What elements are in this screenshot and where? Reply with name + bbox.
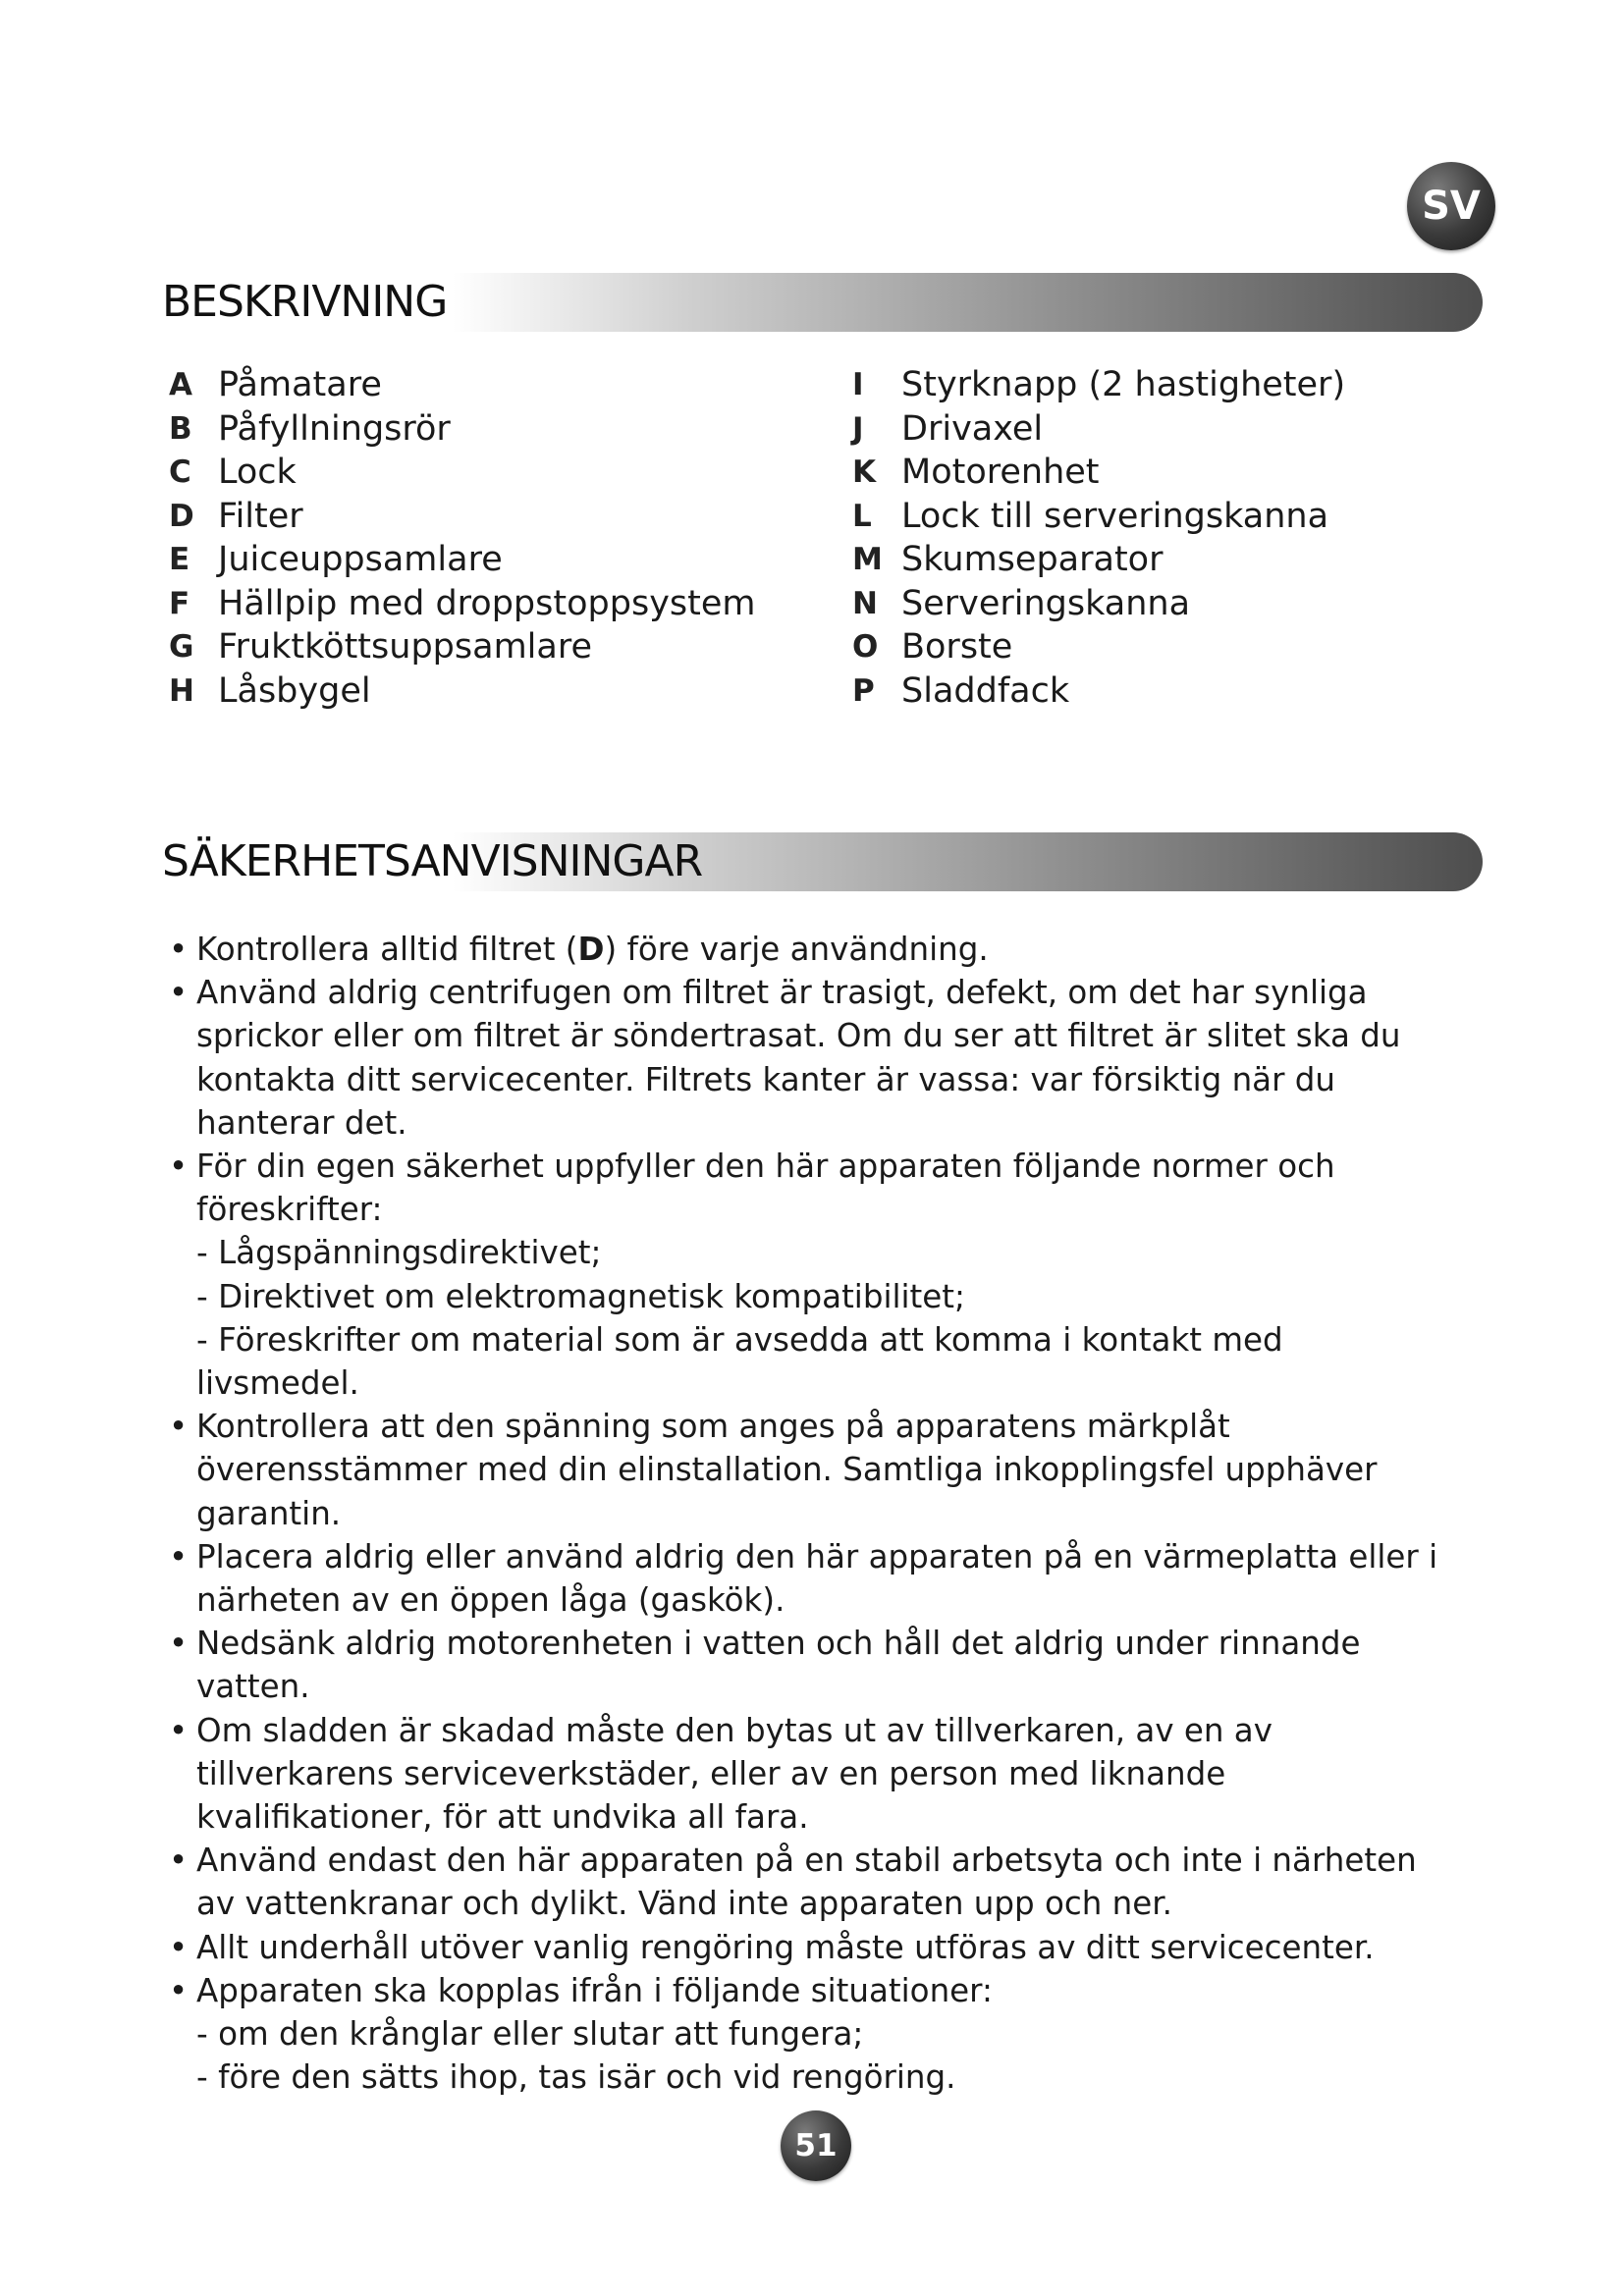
safety-text: Kontrollera alltid filtret ( [196,931,578,968]
safety-sub-text: Lågspänningsdirektivet; [218,1234,602,1272]
part-item [852,495,1345,539]
bullet-icon: • [169,1537,189,1575]
parts-list-left [169,363,756,713]
part-letter: P [852,672,875,709]
dash-icon: - [196,1320,208,1359]
bullet-icon: • [169,1971,189,2009]
safety-item [169,1535,1455,1622]
part-letter: D [169,498,194,534]
safety-text: Kontrollera att den spänning som anges på apparatens märkplåt överensstämmer med din elinstallation. Samtliga inkopplingsfel upphäver garantin. [196,1408,1378,1532]
language-badge: SV [1407,162,1495,250]
part-label: Lock till serveringskanna [901,496,1329,536]
dash-icon: - [196,2058,208,2097]
part-item [169,451,756,495]
bullet-icon: • [169,974,189,1012]
safety-sub-item [169,2012,1455,2056]
part-letter: L [852,498,872,534]
safety-text: Nedsänk aldrig motorenheten i vatten och håll det aldrig under rinnande vatten. [196,1625,1361,1706]
part-item [169,363,756,407]
safety-item [169,1709,1455,1840]
part-letter: G [169,629,194,666]
safety-sub-item [169,2056,1455,2099]
safety-item [169,1145,1455,1231]
safety-text: Allt underhåll utöver vanlig rengöring måste utföras av ditt servicecenter. [196,1928,1375,1966]
part-item [852,669,1345,714]
part-letter: N [852,585,878,621]
safety-title: SÄKERHETSANVISNINGAR [162,836,703,886]
part-label: Hällpip med droppstoppsystem [218,583,756,623]
bullet-icon: • [169,1625,189,1663]
part-letter: C [169,454,191,491]
part-label: Styrknapp (2 hastigheter) [901,365,1346,405]
part-label: Påfyllningsrör [218,408,451,449]
description-title: BESKRIVNING [162,277,448,327]
part-label: Sladdfack [901,670,1070,711]
safety-text: Placera aldrig eller använd aldrig den här apparaten på en värmeplatta eller i närheten av en öppen låga (gaskök). [196,1537,1438,1620]
part-letter: A [169,367,192,403]
part-item [852,582,1345,626]
part-reference: D [577,931,605,968]
safety-item [169,1405,1455,1535]
safety-text: Apparaten ska kopplas ifrån i följande situationer: [196,1971,993,2009]
part-label: Fruktköttsuppsamlare [218,627,592,667]
part-label: Borste [901,627,1013,667]
part-label: Skumseparator [901,540,1164,580]
safety-sub-text: om den krånglar eller slutar att fungera; [218,2015,864,2054]
safety-sub-text: Föreskrifter om material som är avsedda att komma i kontakt med livsmedel. [196,1320,1283,1403]
safety-instructions-list [169,928,1455,2099]
safety-item [169,1839,1455,1925]
part-letter: K [852,454,877,491]
dash-icon: - [196,1277,208,1315]
part-letter: M [852,542,883,578]
bullet-icon: • [169,1148,189,1186]
bullet-icon: • [169,1408,189,1446]
safety-item [169,1926,1455,1969]
safety-text: Använd aldrig centrifugen om filtret är trasigt, defekt, om det har synliga sprickor eller om filtret är söndertrasat. Om du ser att filtret är slitet ska du kontakta ditt servicecenter. Filtrets kanter är vassa: var försiktig när du hanterar det. [196,974,1401,1142]
bullet-icon: • [169,1711,189,1749]
safety-text: Om sladden är skadad måste den bytas ut av tillverkaren, av en av tillverkarens serviceverkstäder, eller av en person med liknande kvalifikationer, för att undvika all fara. [196,1711,1272,1837]
part-label: Motorenhet [901,453,1100,493]
part-letter: H [169,672,194,709]
parts-list-right [852,363,1345,713]
part-label: Serveringskanna [901,583,1191,623]
safety-item [169,1622,1455,1708]
safety-sub-item [169,1318,1455,1405]
part-label: Påmatare [218,365,382,405]
part-letter: F [169,585,190,621]
safety-item [169,1969,1455,2012]
part-item [852,625,1345,669]
safety-sub-text: Direktivet om elektromagnetisk kompatibilitet; [218,1277,965,1315]
bullet-icon: • [169,931,189,968]
bullet-icon: • [169,1928,189,1966]
part-item [169,582,756,626]
part-label: Juiceuppsamlare [218,540,503,580]
safety-text: För din egen säkerhet uppfyller den här apparaten följande normer och föreskrifter: [196,1148,1335,1229]
safety-text: Använd endast den här apparaten på en stabil arbetsyta och inte i närheten av vattenkranar och dylikt. Vänd inte apparaten upp och ner. [196,1842,1417,1923]
part-item [169,407,756,452]
part-item [169,669,756,714]
safety-section-header [162,832,1483,891]
safety-sub-item [169,1231,1455,1274]
safety-item [169,928,1455,971]
part-item [852,451,1345,495]
safety-item [169,971,1455,1145]
safety-text: ) före varje användning. [604,931,989,968]
safety-sub-item [169,1275,1455,1318]
part-letter: I [852,367,864,403]
part-item [169,625,756,669]
part-item [852,538,1345,582]
part-item [169,538,756,582]
part-letter: E [169,542,190,578]
part-letter: J [852,410,864,447]
part-letter: O [852,629,879,666]
part-item [169,495,756,539]
part-label: Låsbygel [218,670,371,711]
description-section-header [162,273,1483,332]
part-label: Filter [218,496,303,536]
page-number-badge: 51 [781,2110,851,2181]
part-label: Lock [218,453,297,493]
part-label: Drivaxel [901,408,1044,449]
part-letter: B [169,410,192,447]
safety-sub-text: före den sätts ihop, tas isär och vid rengöring. [218,2058,956,2097]
part-item [852,407,1345,452]
dash-icon: - [196,1234,208,1272]
dash-icon: - [196,2015,208,2054]
bullet-icon: • [169,1842,189,1880]
part-item [852,363,1345,407]
